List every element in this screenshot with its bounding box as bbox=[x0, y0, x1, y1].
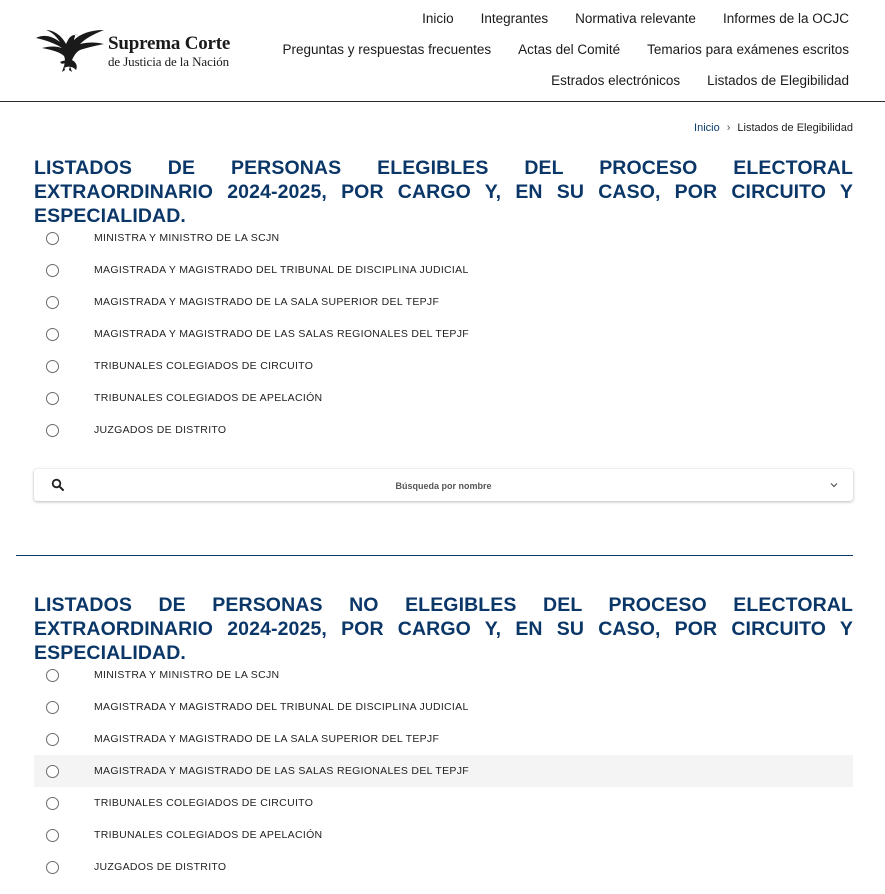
non-eligible-option-scjn[interactable] bbox=[34, 659, 853, 691]
radio-label: MAGISTRADA Y MAGISTRADO DE LA SALA SUPERIOR DEL TEPJF bbox=[94, 296, 440, 308]
breadcrumb-current: Listados de Elegibilidad bbox=[737, 122, 853, 134]
non-eligible-option-colegiados-circuito[interactable] bbox=[34, 787, 853, 819]
non-eligible-position-radio-group bbox=[34, 659, 853, 883]
breadcrumb-separator: › bbox=[726, 122, 731, 134]
radio-button[interactable] bbox=[46, 829, 59, 842]
eligible-option-sala-superior[interactable] bbox=[34, 286, 853, 318]
non-eligible-option-juzgados-distrito[interactable] bbox=[34, 851, 853, 883]
eligible-option-colegiados-circuito[interactable] bbox=[34, 350, 853, 382]
radio-button[interactable] bbox=[46, 733, 59, 746]
name-search-box[interactable] bbox=[34, 469, 853, 501]
radio-button[interactable] bbox=[46, 424, 59, 437]
radio-label: JUZGADOS DE DISTRITO bbox=[94, 861, 227, 873]
breadcrumb bbox=[694, 122, 853, 134]
radio-label: MAGISTRADA Y MAGISTRADO DEL TRIBUNAL DE DISCIPLINA JUDICIAL bbox=[94, 264, 469, 276]
nav-integrantes[interactable]: Integrantes bbox=[480, 11, 549, 26]
non-eligible-section-title: LISTADOS DE PERSONAS NO ELEGIBLES DEL PROCESO ELECTORAL EXTRAORDINARIO 2024-2025, POR CARGO Y, EN SU CASO, POR CIRCUITO Y ESPECIALIDAD. bbox=[34, 594, 853, 664]
eligible-option-colegiados-apelacion[interactable] bbox=[34, 382, 853, 414]
breadcrumb-home-link[interactable]: Inicio bbox=[694, 122, 720, 134]
section-divider bbox=[16, 555, 853, 556]
radio-label: MAGISTRADA Y MAGISTRADO DE LA SALA SUPERIOR DEL TEPJF bbox=[94, 733, 440, 745]
eligible-option-scjn[interactable] bbox=[34, 222, 853, 254]
radio-button[interactable] bbox=[46, 797, 59, 810]
logo-title: Suprema Corte bbox=[108, 33, 231, 54]
radio-label: MINISTRA Y MINISTRO DE LA SCJN bbox=[94, 669, 280, 681]
logo-subtitle: de Justicia de la Nación bbox=[108, 54, 230, 69]
main-nav-row-1 bbox=[395, 11, 849, 26]
nav-listados-elegibilidad[interactable]: Listados de Elegibilidad bbox=[707, 73, 849, 88]
radio-label: MINISTRA Y MINISTRO DE LA SCJN bbox=[94, 232, 280, 244]
radio-button[interactable] bbox=[46, 701, 59, 714]
name-search-input[interactable] bbox=[94, 469, 793, 503]
radio-button[interactable] bbox=[46, 392, 59, 405]
radio-label: MAGISTRADA Y MAGISTRADO DE LAS SALAS REGIONALES DEL TEPJF bbox=[94, 765, 469, 777]
radio-button[interactable] bbox=[46, 328, 59, 341]
non-eligible-option-salas-regionales[interactable] bbox=[34, 755, 853, 787]
radio-label: MAGISTRADA Y MAGISTRADO DE LAS SALAS REGIONALES DEL TEPJF bbox=[94, 328, 469, 340]
radio-label: TRIBUNALES COLEGIADOS DE APELACIÓN bbox=[94, 392, 323, 404]
radio-button[interactable] bbox=[46, 861, 59, 874]
non-eligible-option-tribunal-disciplina[interactable] bbox=[34, 691, 853, 723]
radio-button[interactable] bbox=[46, 360, 59, 373]
radio-button[interactable] bbox=[46, 232, 59, 245]
nav-actas-comite[interactable]: Actas del Comité bbox=[518, 42, 621, 57]
radio-label: TRIBUNALES COLEGIADOS DE APELACIÓN bbox=[94, 829, 323, 841]
scjn-logo[interactable] bbox=[34, 26, 230, 72]
radio-button[interactable] bbox=[46, 669, 59, 682]
eligible-option-tribunal-disciplina[interactable] bbox=[34, 254, 853, 286]
chevron-down-icon[interactable] bbox=[829, 481, 839, 489]
nav-informes-ocjc[interactable]: Informes de la OCJC bbox=[722, 11, 849, 26]
radio-label: TRIBUNALES COLEGIADOS DE CIRCUITO bbox=[94, 360, 314, 372]
eligible-option-juzgados-distrito[interactable] bbox=[34, 414, 853, 446]
radio-label: MAGISTRADA Y MAGISTRADO DEL TRIBUNAL DE DISCIPLINA JUDICIAL bbox=[94, 701, 469, 713]
nav-temarios-examenes[interactable]: Temarios para exámenes escritos bbox=[647, 42, 849, 57]
main-nav-row-3 bbox=[524, 73, 849, 88]
site-header bbox=[0, 0, 885, 102]
eligible-section-title: LISTADOS DE PERSONAS ELEGIBLES DEL PROCESO ELECTORAL EXTRAORDINARIO 2024-2025, POR CARGO Y, EN SU CASO, POR CIRCUITO Y ESPECIALIDAD. bbox=[34, 157, 853, 227]
radio-label: JUZGADOS DE DISTRITO bbox=[94, 424, 227, 436]
eligible-position-radio-group bbox=[34, 222, 853, 446]
main-nav-row-2 bbox=[255, 42, 849, 57]
nav-estrados-electronicos[interactable]: Estrados electrónicos bbox=[551, 73, 681, 88]
eligible-option-salas-regionales[interactable] bbox=[34, 318, 853, 350]
non-eligible-option-sala-superior[interactable] bbox=[34, 723, 853, 755]
nav-preguntas-frecuentes[interactable]: Preguntas y respuestas frecuentes bbox=[282, 42, 492, 57]
nav-inicio[interactable]: Inicio bbox=[422, 11, 454, 26]
non-eligible-option-colegiados-apelacion[interactable] bbox=[34, 819, 853, 851]
radio-button[interactable] bbox=[46, 264, 59, 277]
eagle-emblem-icon bbox=[34, 26, 106, 72]
search-icon bbox=[51, 478, 65, 492]
radio-button[interactable] bbox=[46, 765, 59, 778]
nav-normativa-relevante[interactable]: Normativa relevante bbox=[575, 11, 696, 26]
radio-label: TRIBUNALES COLEGIADOS DE CIRCUITO bbox=[94, 797, 314, 809]
radio-button[interactable] bbox=[46, 296, 59, 309]
